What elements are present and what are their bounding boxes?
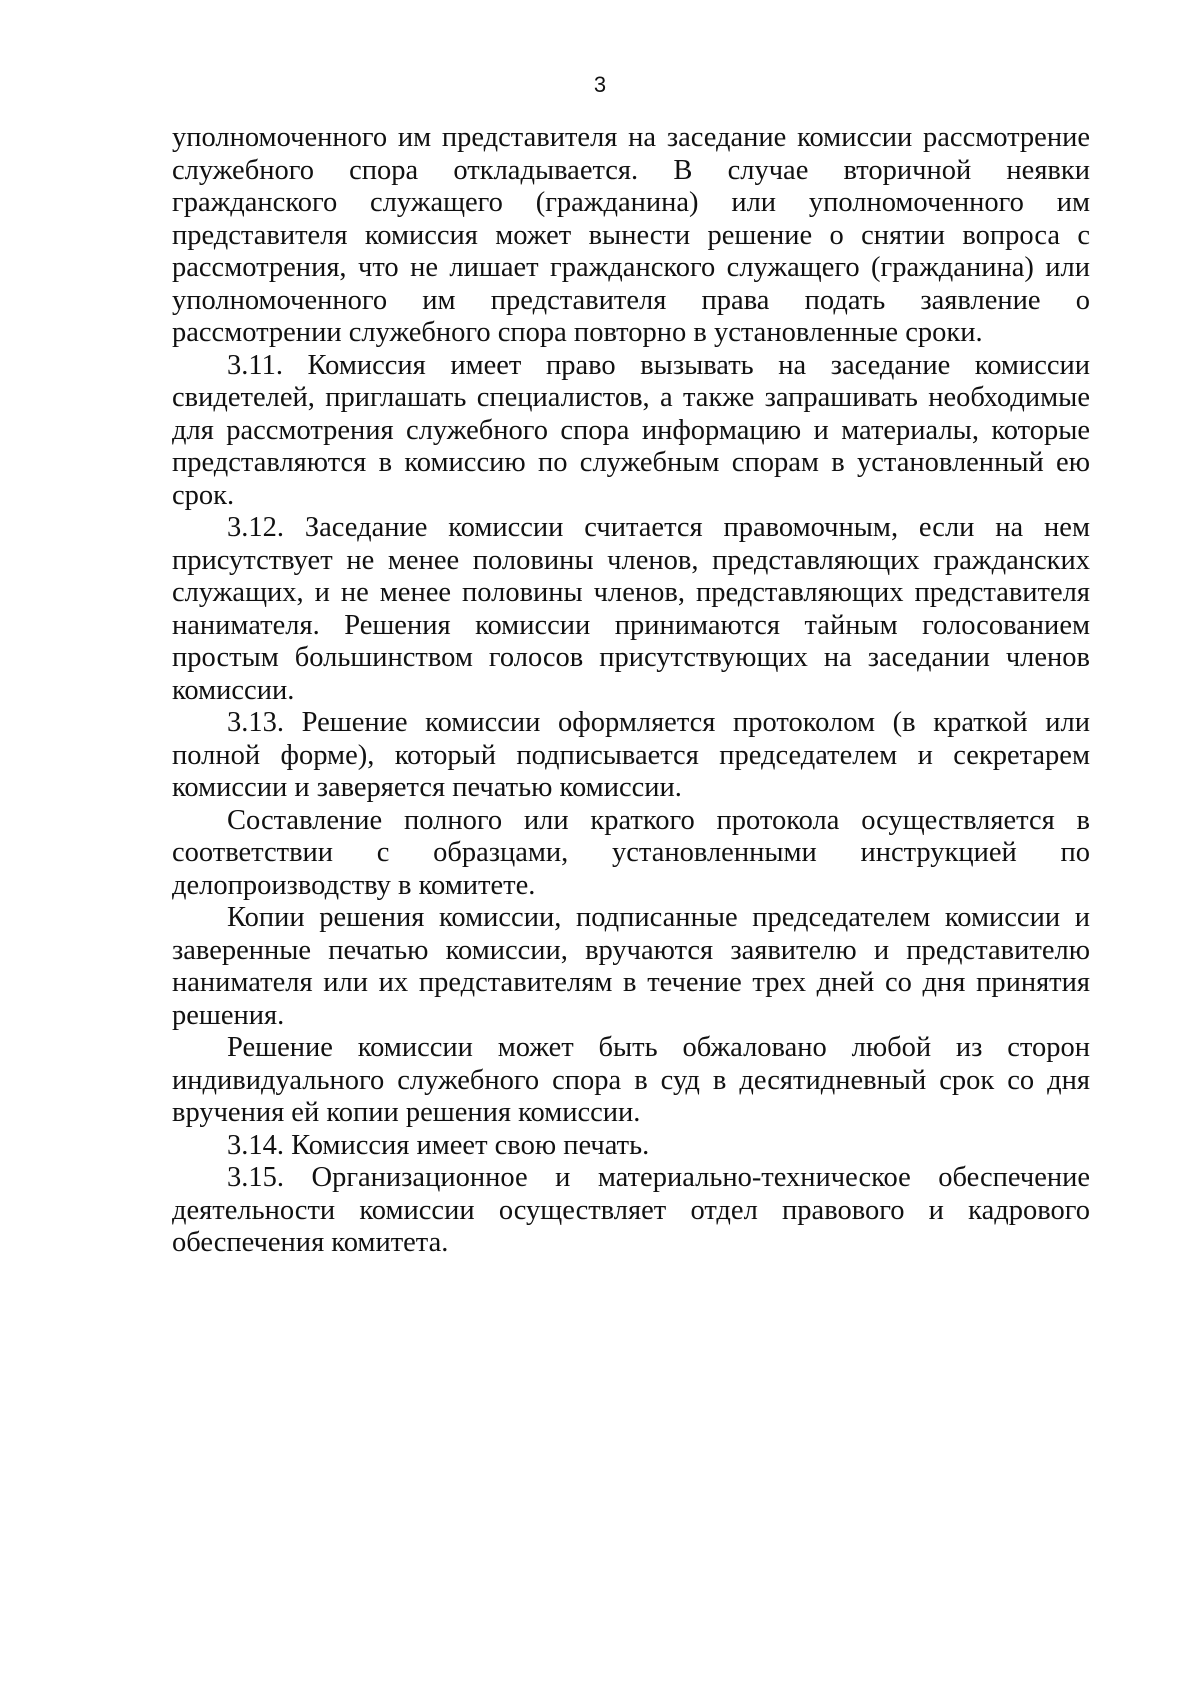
paragraph-3-15: 3.15. Организационное и материально-техническое обеспечение деятельности комиссии осуществляет отдел правового и кадрового обеспечения комитета. (172, 1162, 1090, 1258)
paragraph-3-11: 3.11. Комиссия имеет право вызывать на заседание комиссии свидетелей, приглашать специалистов, а также запрашивать необходимые для рассмотрения служебного спора информацию и материалы, которые представляются в комиссию по служебным спорам в установленный ею срок. (172, 349, 1090, 511)
paragraph-decision-copies: Копии решения комиссии, подписанные председателем комиссии и заверенные печатью комиссии, вручаются заявителю и представителю нанимателя или их представителям в течение трех дней со дня принятия решения. (172, 902, 1090, 1031)
paragraph-3-14: 3.14. Комиссия имеет свою печать. (227, 1129, 650, 1161)
page-number: 3 (593, 72, 607, 97)
paragraph-appeal: Решение комиссии может быть обжаловано любой из сторон индивидуального служебного спора в суд в десятидневный срок со дня вручения ей копии решения комиссии. (172, 1032, 1090, 1128)
paragraph-3-12: 3.12. Заседание комиссии считается правомочным, если на нем присутствует не менее половины членов, представляющих гражданских служащих, и не менее половины членов, представляющих представителя нанимателя. Решения комиссии принимаются тайным голосованием простым большинством голосов присутствующих на заседании членов комиссии. (172, 512, 1090, 706)
document-body (172, 122, 1090, 1260)
paragraph-3-13: 3.13. Решение комиссии оформляется протоколом (в краткой или полной форме), который подписывается председателем и секретарем комиссии и заверяется печатью комиссии. (172, 707, 1090, 803)
paragraph-continuation: уполномоченного им представителя на заседание комиссии рассмотрение служебного спора откладывается. В случае вторичной неявки гражданского служащего (гражданина) или уполномоченного им представителя комиссия может вынести решение о снятии вопроса с рассмотрения, что не лишает гражданского служащего (гражданина) или уполномоченного им представителя права подать заявление о рассмотрении служебного спора повторно в установленные сроки. (172, 122, 1090, 348)
paragraph-protocol-drafting: Составление полного или краткого протокола осуществляется в соответствии с образцами, установленными инструкцией по делопроизводству в комитете. (172, 804, 1090, 901)
